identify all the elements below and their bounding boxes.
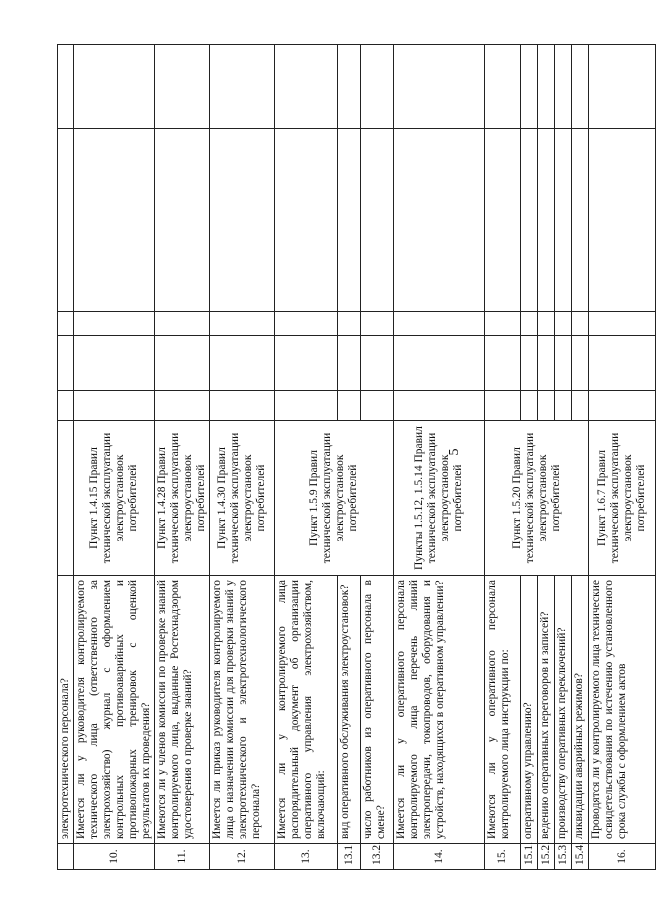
table-row: [394, 45, 485, 870]
empty-cell: [74, 45, 155, 129]
empty-cell: [58, 336, 74, 391]
empty-cell: [521, 312, 538, 336]
table-row: [155, 45, 210, 870]
page-number: 5: [447, 448, 462, 456]
empty-cell: [275, 312, 338, 336]
empty-cell: [555, 336, 572, 391]
empty-cell: [155, 336, 210, 391]
empty-cell: [74, 129, 155, 312]
empty-cell: [538, 336, 555, 391]
row-question: Имеются ли у оперативного персонала контролируемого лица инструкции по:: [485, 576, 521, 844]
empty-cell: [572, 129, 589, 312]
row-number: 10.: [74, 844, 155, 870]
empty-cell: [485, 391, 521, 421]
empty-cell: [394, 129, 485, 312]
checklist-table: [57, 44, 656, 870]
empty-cell: [521, 336, 538, 391]
empty-cell: [210, 45, 275, 129]
empty-cell: [58, 312, 74, 336]
rotated-table-container: [57, 45, 647, 870]
row-question: Проводятся ли у контролируемого лица технические освидетельствования по истечению установленного срока службы с оформлением актов: [589, 576, 656, 844]
row-question: Имеются ли у членов комиссии по проверке знаний контролируемого лица, выданные Ростехнадзором удостоверения о проверке знаний?: [155, 576, 210, 844]
empty-cell: [538, 312, 555, 336]
empty-cell: [338, 45, 361, 129]
empty-cell: [394, 45, 485, 129]
empty-cell: [58, 421, 74, 576]
empty-cell: [538, 391, 555, 421]
empty-cell: [572, 336, 589, 391]
empty-cell: [361, 45, 394, 129]
empty-cell: [210, 336, 275, 391]
empty-cell: [572, 391, 589, 421]
empty-cell: [361, 391, 394, 421]
table-row: [58, 45, 74, 870]
empty-cell: [155, 129, 210, 312]
empty-cell: [155, 45, 210, 129]
row-question: производству оперативных переключений?: [555, 576, 572, 844]
row-question: ведению оперативных переговоров и записей?: [538, 576, 555, 844]
empty-cell: [394, 391, 485, 421]
empty-cell: [394, 312, 485, 336]
row-number: 13.2.: [361, 844, 394, 870]
empty-cell: [275, 129, 338, 312]
row-question: число работников из оперативного персонала в смене?: [361, 576, 394, 844]
empty-cell: [338, 391, 361, 421]
row-reference: Пункты 1.5.12, 1.5.14 Правил технической эксплуатации электроустановок потребителей: [394, 421, 485, 576]
row-reference: Пункт 1.5.9 Правил технической эксплуатации электроустановок потребителей: [275, 421, 394, 576]
empty-cell: [275, 391, 338, 421]
empty-cell: [361, 129, 394, 312]
row-number: 12.: [210, 844, 275, 870]
empty-cell: [361, 336, 394, 391]
empty-cell: [210, 129, 275, 312]
row-number: 15.2.: [538, 844, 555, 870]
empty-cell: [338, 336, 361, 391]
row-reference: Пункт 1.4.28 Правил технической эксплуатации электроустановок потребителей: [155, 421, 210, 576]
empty-cell: [555, 129, 572, 312]
empty-cell: [589, 336, 656, 391]
row-question: Имеется ли у оперативного персонала контролируемого лица перечень линий электропередачи, токопроводов, оборудования и устройств, находящихся в оперативном управлении?: [394, 576, 485, 844]
empty-cell: [485, 336, 521, 391]
row-number: 13.: [275, 844, 338, 870]
empty-cell: [58, 391, 74, 421]
empty-cell: [275, 45, 338, 129]
row-number: 16.: [589, 844, 656, 870]
empty-cell: [589, 391, 656, 421]
empty-cell: [589, 312, 656, 336]
row-question: ликвидации аварийных режимов?: [572, 576, 589, 844]
row-question: Имеется ли у руководителя контролируемого технического лица (ответственного за электрохозяйство) журнал с оформлением контрольных противоаварийных и противопожарных тренировок с оценкой результатов их проведения?: [74, 576, 155, 844]
continuation-text: электротехнического персонала?: [58, 576, 74, 844]
empty-cell: [338, 129, 361, 312]
empty-cell: [521, 391, 538, 421]
row-question: Имеется ли приказ руководителя контролируемого лица о назначении комиссии для проверки знаний у электротехнического и электротехнологического персонала?: [210, 576, 275, 844]
empty-cell: [155, 312, 210, 336]
row-question: Имеется ли у контролируемого лица распорядительный документ об организации оперативного управления электрохозяйством, включающий:: [275, 576, 338, 844]
row-number: 14.: [394, 844, 485, 870]
row-number: 15.1.: [521, 844, 538, 870]
empty-cell: [485, 129, 521, 312]
empty-cell: [555, 45, 572, 129]
row-number: 11.: [155, 844, 210, 870]
table-row: [485, 45, 521, 870]
row-question: вид оперативного обслуживания электроустановок?: [338, 576, 361, 844]
empty-cell: [538, 129, 555, 312]
empty-cell: [572, 312, 589, 336]
empty-cell: [572, 45, 589, 129]
row-reference: Пункт 1.6.7 Правил технической эксплуатации электроустановок потребителей: [589, 421, 656, 576]
row-number: 15.4.: [572, 844, 589, 870]
empty-cell: [555, 312, 572, 336]
table-row: [210, 45, 275, 870]
empty-cell: [485, 312, 521, 336]
row-number: 13.1: [338, 844, 361, 870]
table-row: [589, 45, 656, 870]
empty-cell: [485, 45, 521, 129]
empty-cell: [538, 45, 555, 129]
row-question: оперативному управлению?: [521, 576, 538, 844]
empty-cell: [589, 45, 656, 129]
empty-cell: [74, 391, 155, 421]
empty-cell: [394, 336, 485, 391]
empty-cell: [74, 312, 155, 336]
row-reference: Пункт 1.4.30 Правил технической эксплуатации электроустановок потребителей: [210, 421, 275, 576]
empty-cell: [58, 129, 74, 312]
empty-cell: [58, 45, 74, 129]
empty-cell: [210, 312, 275, 336]
empty-cell: [338, 312, 361, 336]
table-row: [275, 45, 338, 870]
empty-cell: [155, 391, 210, 421]
row-reference: Пункт 1.4.15 Правил технической эксплуатации электроустановок потребителей: [74, 421, 155, 576]
table-row: [74, 45, 155, 870]
empty-cell: [555, 391, 572, 421]
empty-cell: [521, 129, 538, 312]
empty-cell: [589, 129, 656, 312]
row-number: 15.: [485, 844, 521, 870]
empty-cell: [275, 336, 338, 391]
empty-cell: [361, 312, 394, 336]
row-reference: Пункт 1.5.20 Правил технической эксплуатации электроустановок потребителей: [485, 421, 589, 576]
row-number: 15.3: [555, 844, 572, 870]
empty-cell: [58, 844, 74, 870]
empty-cell: [74, 336, 155, 391]
empty-cell: [210, 391, 275, 421]
empty-cell: [521, 45, 538, 129]
